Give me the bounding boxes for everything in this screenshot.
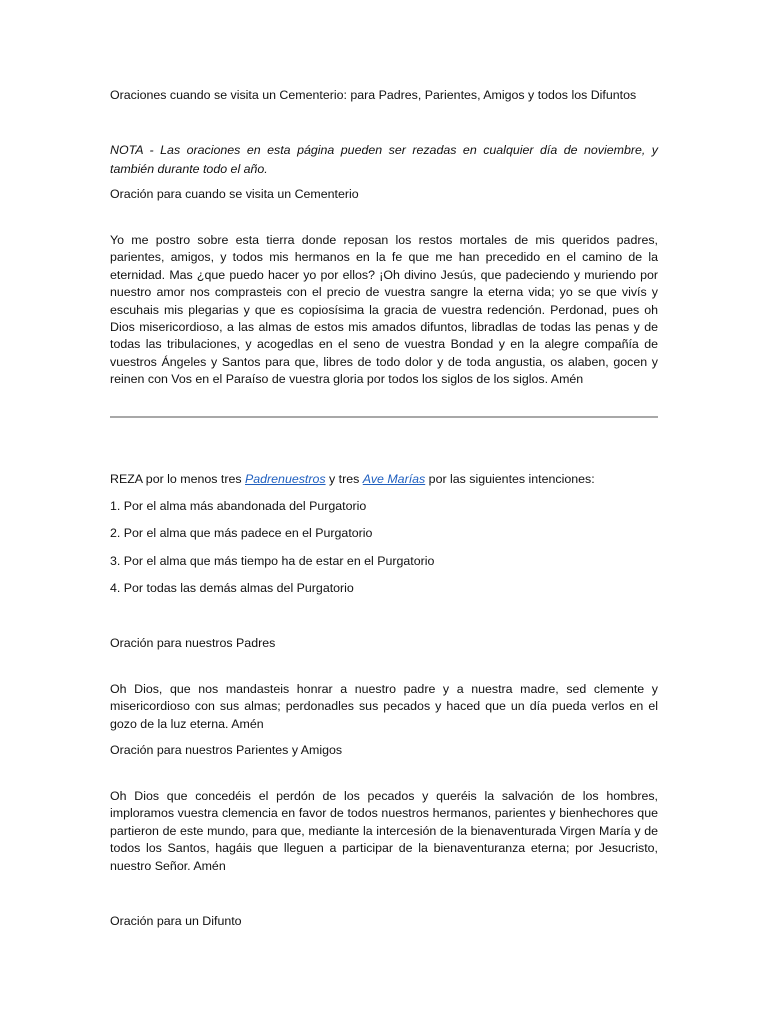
section-title-parientes: Oración para nuestros Parientes y Amigos (110, 743, 343, 757)
ave-marias-link[interactable]: Ave Marías (362, 472, 426, 486)
padrenuestros-link[interactable]: Padrenuestros (244, 472, 326, 486)
reza-middle: y tres (329, 472, 360, 486)
list-item: 4. Por todas las demás almas del Purgatorio (110, 581, 354, 595)
section-title-padres: Oración para nuestros Padres (110, 636, 276, 650)
reza-prefix: REZA por lo menos tres (110, 472, 242, 486)
list-item: 2. Por el alma que más padece en el Purgatorio (110, 526, 373, 540)
list-item: 1. Por el alma más abandonada del Purgatorio (110, 499, 367, 513)
reza-line (110, 472, 658, 486)
page-heading: Oraciones cuando se visita un Cementerio: para Padres, Parientes, Amigos y todos los Difuntos (110, 88, 637, 102)
prayer-padres: Oh Dios, que nos mandasteis honrar a nuestro padre y a nuestra madre, sed clemente y misericordioso con sus almas; perdonadles sus pecados y haced que un día pueda verlos en el gozo de la luz eterna. Amén (110, 682, 658, 731)
section-title-cementerio: Oración para cuando se visita un Cementerio (110, 187, 359, 201)
prayer-cementerio: Yo me postro sobre esta tierra donde reposan los restos mortales de mis queridos padres, parientes, amigos, y todos mis hermanos en la fe que me han precedido en el camino de la eternidad. Mas ¿que puedo hacer yo por ellos? ¡Oh divino Jesús, que padeciendo y muriendo por nuestro amor nos comprasteis con el precio de vuestra sangre la eterna vida; yo se que vivís y escuhais mis plegarias y que es copiosísima la gracia de vuestra redención. Perdonad, pues oh Dios misericordioso, a las almas de estos mis amados difuntos, libradlas de todas las penas y de todas las tribulaciones, y acogedlas en el seno de vuestra Bondad y en la alegre compañía de vuestros Ángeles y Santos para que, libres de todo dolor y de toda angustia, os alaben, gocen y reinen con Vos en el Paraíso de vuestra gloria por todos los siglos de los siglos. Amén (110, 233, 658, 387)
horizontal-rule (110, 416, 658, 418)
section-title-difunto: Oración para un Difunto (110, 914, 242, 928)
reza-suffix: por las siguientes intenciones: (428, 472, 595, 486)
note-paragraph: NOTA - Las oraciones en esta página pueden ser rezadas en cualquier día de noviembre, y también durante todo el año. (110, 143, 658, 176)
prayer-parientes: Oh Dios que concedéis el perdón de los pecados y queréis la salvación de los hombres, imploramos vuestra clemencia en favor de todos nuestros hermanos, parientes y bienhechores que partieron de este mundo, para que, mediante la intercesión de la bienaventurada Virgen María y de todos los Santos, hagáis que lleguen a participar de la bienaventuranza eterna; por Jesucristo, nuestro Señor. Amén (110, 789, 658, 873)
list-item: 3. Por el alma que más tiempo ha de estar en el Purgatorio (110, 554, 435, 568)
